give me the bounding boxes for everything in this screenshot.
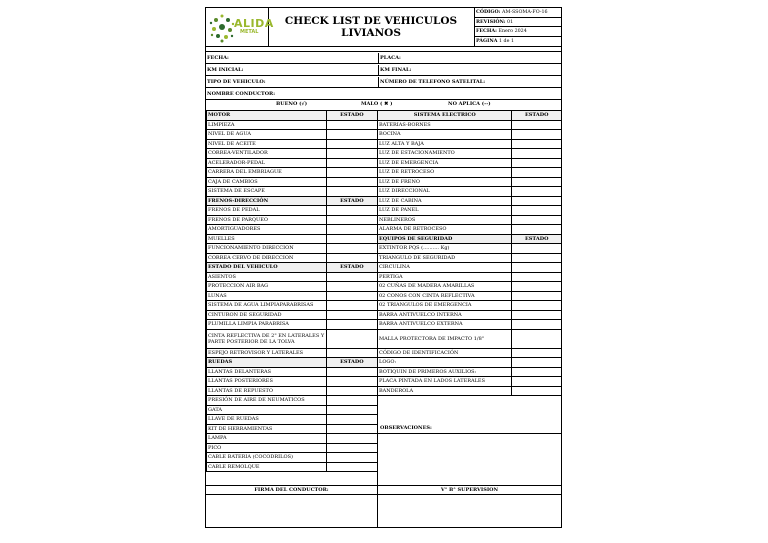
right-estado-cell[interactable] — [512, 301, 562, 311]
left-item-label: LLANTAS DELANTERAS — [207, 367, 327, 377]
meta-pagina: PÁGINA 1 de 1 — [476, 37, 515, 44]
right-item-label: PLACA PINTADA EN LADOS LATERALES — [378, 377, 512, 387]
right-estado-cell[interactable] — [512, 225, 562, 235]
right-item-label: LUZ DE EMERGENCIA — [378, 158, 512, 168]
left-estado-header: ESTADO — [326, 358, 377, 368]
left-row — [207, 120, 378, 130]
vb-supervision-label: V° B° SUPERVISION — [440, 487, 499, 493]
right-estado-cell[interactable] — [512, 177, 562, 187]
left-estado-cell[interactable] — [326, 206, 377, 216]
left-row — [207, 377, 378, 387]
left-item-label: CORREA CERVO DE DIRECCION — [207, 253, 327, 263]
left-item-label: CARRERA DEL EMBRIAGUE — [207, 168, 327, 178]
left-item-label: MUELLES — [207, 234, 327, 244]
right-item-label: LUZ DE ESTACIONAMIENTO — [378, 149, 512, 159]
left-section-title: ESTADO DEL VEHICULO — [207, 263, 327, 273]
left-estado-cell[interactable] — [326, 130, 377, 140]
right-row — [378, 149, 562, 159]
right-row — [378, 263, 562, 273]
left-row — [207, 187, 378, 197]
left-estado-cell[interactable] — [326, 434, 377, 444]
left-row — [207, 215, 378, 225]
right-section-title: EQUIPOS DE SEGURIDAD — [378, 234, 512, 244]
left-estado-cell[interactable] — [326, 225, 377, 235]
km-final-field[interactable]: KM FINAL: — [378, 65, 411, 76]
left-row — [207, 263, 378, 273]
right-item-label: PERTIGA — [378, 272, 512, 282]
left-row — [207, 424, 378, 434]
left-row — [207, 434, 378, 444]
left-estado-cell[interactable] — [326, 234, 377, 244]
left-estado-cell[interactable] — [326, 291, 377, 301]
left-row — [207, 310, 378, 320]
firma-conductor-box[interactable] — [206, 494, 378, 528]
right-estado-cell[interactable] — [512, 196, 562, 206]
right-estado-cell[interactable] — [512, 120, 562, 130]
right-item-label: ALARMA DE RETROCESO — [378, 225, 512, 235]
firma-conductor-label: FIRMA DEL CONDUCTOR: — [254, 487, 329, 493]
right-item-label: TRIANGULO DE SEGURIDAD — [378, 253, 512, 263]
right-estado-cell[interactable] — [512, 244, 562, 254]
left-estado-cell[interactable] — [326, 424, 377, 434]
left-estado-cell[interactable] — [326, 120, 377, 130]
left-row — [207, 348, 378, 358]
left-item-label: NIVEL DE ACEITE — [207, 139, 327, 149]
legend — [206, 100, 561, 109]
right-row — [378, 206, 562, 216]
left-estado-cell[interactable] — [326, 396, 377, 406]
right-estado-cell[interactable] — [512, 282, 562, 292]
left-item-label: CAJA DE CAMBIOS — [207, 177, 327, 187]
meta-codigo: CÓDIGO: AM-SSOMA-FO-16 — [474, 8, 561, 18]
right-estado-cell[interactable] — [512, 358, 562, 368]
right-row — [378, 348, 562, 358]
right-row — [378, 120, 562, 130]
left-row — [207, 149, 378, 159]
right-row — [378, 282, 562, 292]
left-row — [207, 329, 378, 348]
right-row — [378, 244, 562, 254]
legend-no-aplica: NO APLICA (--) — [448, 101, 491, 107]
left-estado-cell[interactable] — [326, 187, 377, 197]
legend-bueno: BUENO (√) — [276, 101, 308, 107]
left-item-label: CINTURON DE SEGURIDAD — [207, 310, 327, 320]
left-row — [207, 253, 378, 263]
left-estado-cell[interactable] — [326, 367, 377, 377]
right-estado-cell[interactable] — [512, 291, 562, 301]
right-row — [378, 168, 562, 178]
title-line-2: LIVIANOS — [341, 27, 401, 39]
right-item-label: 02 TRIANGULOS DE EMERGENCIA — [378, 301, 512, 311]
right-item-label: BARRA ANTIVUELCO INTERNA — [378, 310, 512, 320]
left-item-label: GATA — [207, 405, 327, 415]
right-estado-header: ESTADO — [512, 234, 562, 244]
left-checklist-table — [206, 110, 378, 472]
km-inicial-field[interactable]: KM INICIAL: — [207, 67, 244, 73]
info-row-tipo-telefono — [206, 77, 561, 88]
left-item-label: LLANTAS POSTERIORES — [207, 377, 327, 387]
left-item-label: LUNAS — [207, 291, 327, 301]
right-row — [378, 234, 562, 244]
right-item-label: 02 CONOS CON CINTA REFLECTIVA — [378, 291, 512, 301]
left-row — [207, 320, 378, 330]
right-item-label: BOCINA — [378, 130, 512, 140]
left-estado-cell[interactable] — [326, 405, 377, 415]
company-logo — [206, 8, 274, 46]
left-item-label: KIT DE HERRAMIENTAS — [207, 424, 327, 434]
left-estado-cell[interactable] — [326, 149, 377, 159]
left-estado-cell[interactable] — [326, 453, 377, 463]
left-estado-cell[interactable] — [326, 377, 377, 387]
right-row — [378, 367, 562, 377]
right-row — [378, 301, 562, 311]
left-estado-cell[interactable] — [326, 139, 377, 149]
left-row — [207, 282, 378, 292]
left-estado-cell[interactable] — [326, 168, 377, 178]
left-item-label: FRENOS DE PARQUEO — [207, 215, 327, 225]
right-estado-cell[interactable] — [512, 367, 562, 377]
left-row — [207, 415, 378, 425]
info-row-conductor — [206, 89, 561, 100]
right-estado-cell[interactable] — [512, 348, 562, 358]
left-item-label: LIMPIEZA — [207, 120, 327, 130]
conductor-field[interactable]: NOMBRE CONDUCTOR: — [207, 91, 276, 97]
left-row — [207, 244, 378, 254]
legend-malo: MALO ( ✖ ) — [361, 101, 393, 107]
left-item-label: FRENOS DE PEDAL — [207, 206, 327, 216]
left-row — [207, 291, 378, 301]
right-item-label: LUZ DE FRENO — [378, 177, 512, 187]
logo-text-top: ALIDA — [234, 17, 274, 30]
right-item-label: BOTIQUIN DE PRIMEROS AUXILIOS: — [378, 367, 512, 377]
title-line-1: CHECK LIST DE VEHICULOS — [284, 15, 458, 27]
fecha-field[interactable]: FECHA: — [207, 55, 229, 61]
left-row — [207, 405, 378, 415]
left-row — [207, 396, 378, 406]
right-estado-cell[interactable] — [512, 215, 562, 225]
left-item-label: PICO — [207, 443, 327, 453]
right-row — [378, 386, 562, 396]
left-row — [207, 443, 378, 453]
left-estado-cell[interactable] — [326, 301, 377, 311]
left-estado-cell[interactable] — [326, 462, 377, 472]
right-row — [378, 139, 562, 149]
right-section-title: SISTEMA ELECTRICO — [378, 111, 512, 121]
observaciones-label: OBSERVACIONES: — [378, 423, 562, 434]
left-row — [207, 168, 378, 178]
right-row — [378, 111, 562, 121]
left-estado-cell[interactable] — [326, 310, 377, 320]
left-row — [207, 234, 378, 244]
right-estado-header: ESTADO — [512, 111, 562, 121]
right-item-label: LUZ DIRECCIONAL — [378, 187, 512, 197]
left-row — [207, 225, 378, 235]
left-section-title: MOTOR — [207, 111, 327, 121]
right-estado-cell[interactable] — [512, 187, 562, 197]
left-item-label: SISTEMA DE AGUA LIMPIAPARABRISAS — [207, 301, 327, 311]
right-item-label: BATERIAS-BORNES — [378, 120, 512, 130]
right-row — [378, 291, 562, 301]
right-row — [378, 177, 562, 187]
right-estado-cell[interactable] — [512, 158, 562, 168]
left-item-label: NIVEL DE AGUA — [207, 130, 327, 140]
left-item-label: LAMPA — [207, 434, 327, 444]
right-estado-cell[interactable] — [512, 310, 562, 320]
right-estado-cell[interactable] — [512, 130, 562, 140]
right-estado-cell[interactable] — [512, 329, 562, 348]
left-estado-cell[interactable] — [326, 244, 377, 254]
right-item-label: EXTINTOR PQS (.......... Kg) — [378, 244, 512, 254]
left-estado-cell[interactable] — [326, 272, 377, 282]
left-item-label: PRESIÓN DE AIRE DE NEUMATICOS — [207, 396, 327, 406]
right-item-label: 02 CUÑAS DE MADERA AMARILLAS — [378, 282, 512, 292]
right-item-label: CÓDIGO DE IDENTIFICACIÓN — [378, 348, 512, 358]
left-item-label: ACELERADOR-PEDAL — [207, 158, 327, 168]
right-item-label: LUZ ALTA Y BAJA — [378, 139, 512, 149]
left-row — [207, 462, 378, 472]
tipo-vehiculo-field[interactable]: TIPO DE VEHICULO: — [207, 79, 266, 85]
right-estado-cell[interactable] — [512, 206, 562, 216]
left-row — [207, 177, 378, 187]
right-estado-cell[interactable] — [512, 139, 562, 149]
right-estado-cell[interactable] — [512, 168, 562, 178]
left-item-label: PROTECCION AIR BAG — [207, 282, 327, 292]
logo-dots-icon — [208, 10, 236, 44]
left-item-label: LLANTAS DE REPUESTO — [207, 386, 327, 396]
meta-revision: REVISIÓN: 01 — [474, 18, 561, 28]
right-row — [378, 187, 562, 197]
left-row — [207, 206, 378, 216]
right-row — [378, 253, 562, 263]
left-estado-cell[interactable] — [326, 158, 377, 168]
right-checklist-table — [377, 110, 562, 396]
right-estado-cell[interactable] — [512, 253, 562, 263]
left-row — [207, 386, 378, 396]
left-estado-cell[interactable] — [326, 386, 377, 396]
right-estado-cell[interactable] — [512, 263, 562, 273]
right-row — [378, 215, 562, 225]
right-estado-cell[interactable] — [512, 320, 562, 330]
left-row — [207, 367, 378, 377]
right-row — [378, 310, 562, 320]
right-item-label: CIRCULINA — [378, 263, 512, 273]
left-row — [207, 358, 378, 368]
left-estado-cell[interactable] — [326, 253, 377, 263]
left-row — [207, 158, 378, 168]
left-estado-cell[interactable] — [326, 215, 377, 225]
document-meta — [474, 8, 561, 46]
right-item-label: LUZ DE RETROCESO — [378, 168, 512, 178]
left-item-label: CORREA-VENTILADOR — [207, 149, 327, 159]
right-item-label: LUZ DE CABINA — [378, 196, 512, 206]
right-row — [378, 196, 562, 206]
right-item-label: BANDEROLA — [378, 386, 512, 396]
left-row — [207, 196, 378, 206]
right-row — [378, 225, 562, 235]
form-title — [268, 8, 475, 46]
left-estado-cell[interactable] — [326, 415, 377, 425]
left-estado-cell[interactable] — [326, 320, 377, 330]
vb-supervision-box[interactable] — [378, 494, 561, 528]
left-section-title: RUEDAS — [207, 358, 327, 368]
left-item-label: PLUMILLA LIMPIA PARABRISA — [207, 320, 327, 330]
checklist-form — [205, 7, 562, 528]
left-item-label: CABLE REMOLQUE — [207, 462, 327, 472]
right-row — [378, 377, 562, 387]
right-estado-cell[interactable] — [512, 149, 562, 159]
left-item-label: LLAVE DE RUEDAS — [207, 415, 327, 425]
left-estado-header: ESTADO — [326, 111, 377, 121]
left-estado-cell[interactable] — [326, 282, 377, 292]
left-item-label: FUNCIONAMIENTO DIRECCION — [207, 244, 327, 254]
left-item-label: CINTA REFLECTIVA DE 2" EN LATERALES Y PARTE POSTERIOR DE LA TOLVA — [207, 329, 327, 348]
left-item-label: CABLE BATERIA (COCODRILOS) — [207, 453, 327, 463]
right-row — [378, 130, 562, 140]
left-row — [207, 130, 378, 140]
left-estado-cell[interactable] — [326, 443, 377, 453]
right-estado-cell[interactable] — [512, 377, 562, 387]
right-row — [378, 320, 562, 330]
right-estado-cell[interactable] — [512, 272, 562, 282]
left-item-label: SISTEMA DE ESCAPE — [207, 187, 327, 197]
logo-text-bottom: METAL — [240, 29, 259, 35]
right-estado-cell[interactable] — [512, 386, 562, 396]
left-row — [207, 301, 378, 311]
right-item-label: LOGO: — [378, 358, 512, 368]
telefono-field[interactable]: NÚMERO DE TELEFONO SATELITAL: — [378, 77, 485, 88]
placa-field[interactable]: PLACA: — [378, 53, 401, 64]
left-section-title: FRENOS-DIRECCIÓN — [207, 196, 327, 206]
right-item-label: LUZ DE PANEL — [378, 206, 512, 216]
left-item-label: ASIENTOS — [207, 272, 327, 282]
right-row — [378, 329, 562, 348]
right-row — [378, 158, 562, 168]
left-estado-cell[interactable] — [326, 348, 377, 358]
left-row — [207, 111, 378, 121]
form-header — [206, 8, 561, 47]
left-row — [207, 139, 378, 149]
left-row — [207, 453, 378, 463]
left-estado-header: ESTADO — [326, 263, 377, 273]
right-item-label: NEBLINEROS — [378, 215, 512, 225]
left-item-label: ESPEJO RETROVISOR Y LATERALES — [207, 348, 327, 358]
meta-fecha: FECHA: Enero 2024 — [474, 27, 561, 37]
left-estado-cell[interactable] — [326, 177, 377, 187]
right-item-label: BARRA ANTIVUELCO EXTERNA — [378, 320, 512, 330]
right-item-label: MALLA PROTECTORA DE IMPACTO 1/8" — [378, 329, 512, 348]
info-row-fecha-placa — [206, 53, 561, 64]
right-row — [378, 272, 562, 282]
left-estado-header: ESTADO — [326, 196, 377, 206]
info-row-km — [206, 65, 561, 76]
left-estado-cell[interactable] — [326, 329, 377, 348]
left-row — [207, 272, 378, 282]
separator — [206, 48, 561, 52]
right-row — [378, 358, 562, 368]
left-item-label: AMORTIGUADORES — [207, 225, 327, 235]
